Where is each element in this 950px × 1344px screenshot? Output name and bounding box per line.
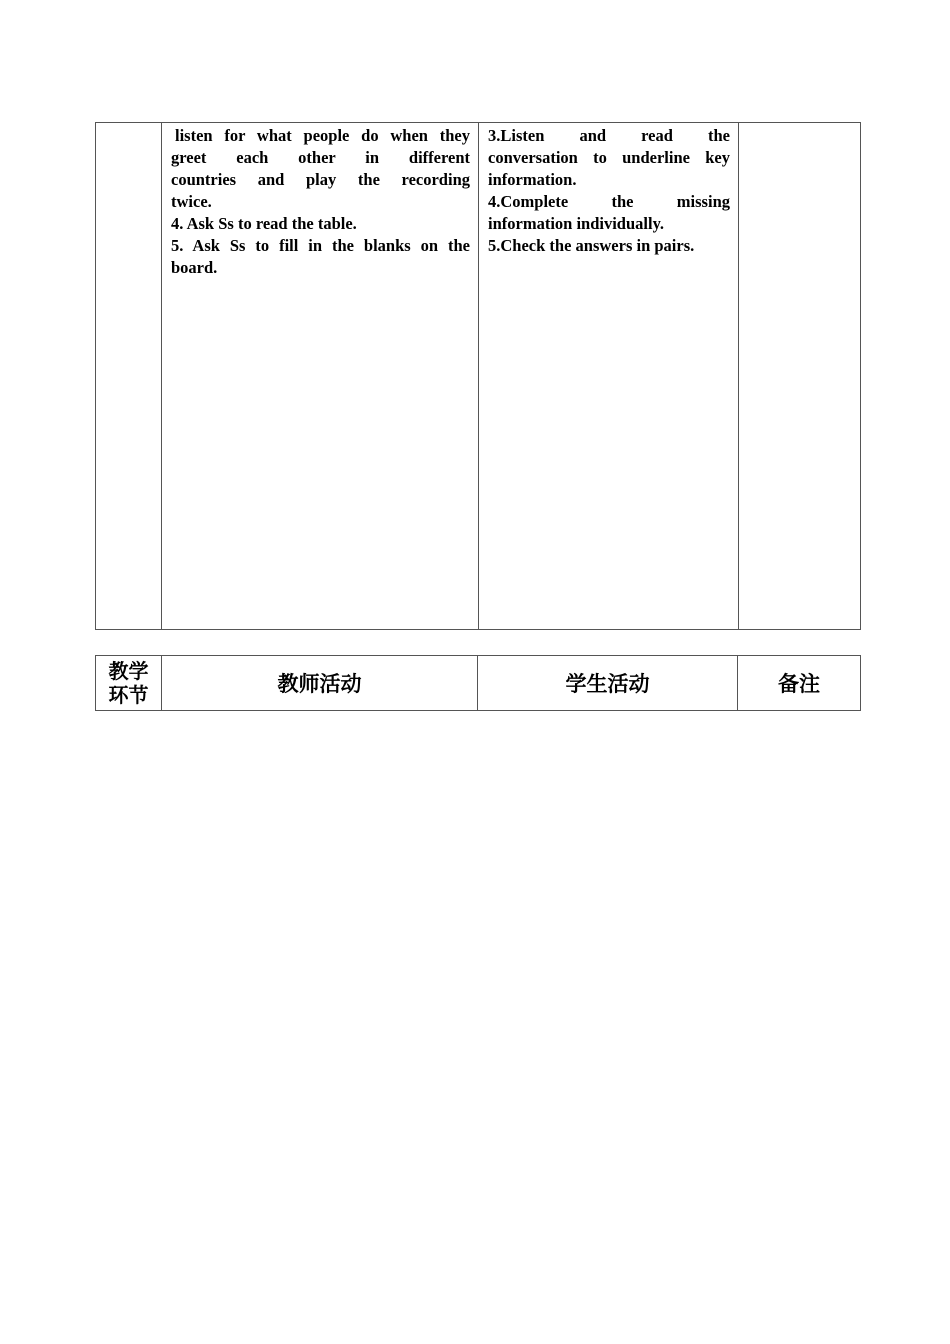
header-table [95, 655, 861, 711]
student-line: information individually. [488, 214, 665, 233]
notes-cell [739, 123, 861, 630]
teacher-line: listen for what people do when they [175, 126, 470, 145]
header-teaching-stage-line2: 环节 [108, 683, 149, 707]
table-header-row [96, 656, 861, 711]
teacher-activity-text [162, 123, 478, 279]
header-teacher-activity: 教师活动 [162, 656, 478, 711]
teacher-line: greet each other in different [171, 148, 470, 167]
student-line: conversation to underline key [488, 148, 730, 167]
teacher-line: board. [171, 258, 218, 277]
student-activity-text [479, 123, 738, 257]
header-teaching-stage-line1: 教学 [108, 659, 149, 683]
teacher-line: countries and play the recording [171, 170, 470, 189]
header-teaching-stage [96, 656, 162, 711]
student-line: 3.Listen and read the [488, 126, 730, 145]
header-student-activity: 学生活动 [478, 656, 738, 711]
teacher-line: twice. [171, 192, 212, 211]
header-notes: 备注 [738, 656, 861, 711]
student-line: information. [488, 170, 577, 189]
student-line: 4.Complete the missing [488, 192, 730, 211]
teacher-line: 5. Ask Ss to fill in the blanks on the [171, 236, 470, 255]
teacher-line: 4. Ask Ss to read the table. [171, 214, 357, 233]
teacher-activity-cell [162, 123, 479, 630]
table-row [96, 123, 861, 630]
activity-table [95, 122, 861, 630]
student-activity-cell [479, 123, 739, 630]
stage-cell [96, 123, 162, 630]
student-line: 5.Check the answers in pairs. [488, 236, 695, 255]
